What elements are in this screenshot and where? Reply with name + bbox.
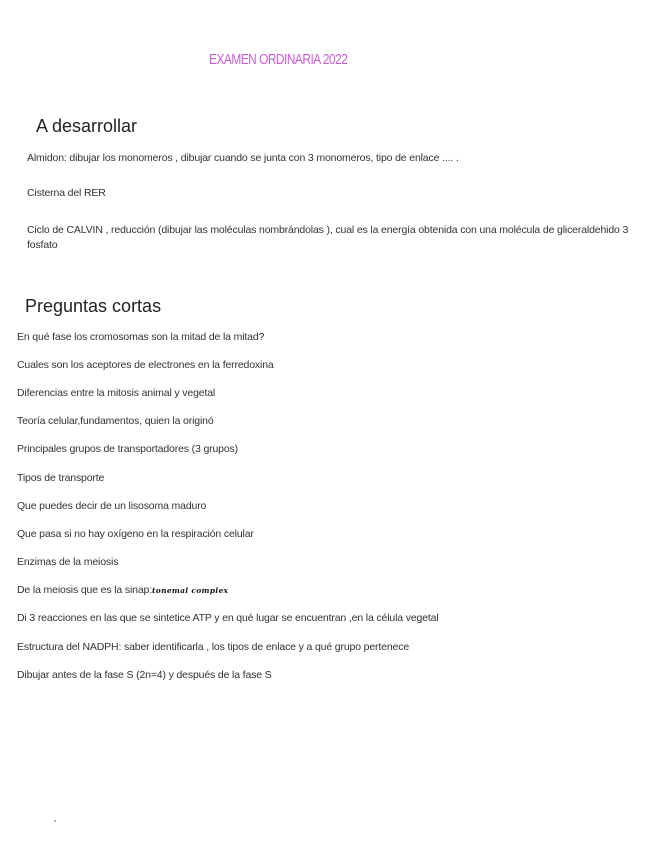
short-question-item: Que pasa si no hay oxígeno en la respiración celular [17,528,254,540]
short-question-item: Dibujar antes de la fase S (2n=4) y después de la fase S [17,669,272,681]
short-question-item: Principales grupos de transportadores (3 grupos) [17,443,239,455]
section-heading-desarrollar: A desarrollar [36,116,138,136]
develop-question-item: Ciclo de CALVIN , reducción (dibujar las moléculas nombrándolas ), cual es la energía obtenida con una molécula de gliceraldehido 3 fosfato [27,224,629,251]
short-question-item: Enzimas de la meiosis [17,556,119,568]
short-question-item-with-note [17,583,228,598]
short-question-item: Diferencias entre la mitosis animal y vegetal [17,387,216,399]
short-question-item: Que puedes decir de un lisosoma maduro [17,500,207,512]
short-question-item: Di 3 reacciones en las que se sintetice ATP y en qué lugar se encuentran ,en la célula vegetal [17,612,439,624]
short-question-item: En qué fase los cromosomas son la mitad de la mitad? [17,331,265,343]
short-question-item: Estructura del NADPH: saber identificarla , los tipos de enlace y a qué grupo pertenece [17,641,410,653]
page-title: EXAMEN ORDINARIA 2022 [209,52,348,68]
develop-question-item: Almidon: dibujar los monomeros , dibujar cuando se junta con 3 monomeros, tipo de enlace .... . [27,152,459,164]
page-marker-dot [54,820,56,822]
handwritten-note: tonemal complex [152,586,229,595]
develop-question-item: Cisterna del RER [27,187,106,199]
section-heading-preguntas-cortas: Preguntas cortas [25,296,162,316]
short-question-item: Cuales son los aceptores de electrones en la ferredoxina [17,359,274,371]
short-question-item: Teoría celular,fundamentos, quien la originó [17,415,214,427]
short-question-text: De la meiosis que es la sinap: [17,584,152,596]
short-question-item: Tipos de transporte [17,472,105,484]
